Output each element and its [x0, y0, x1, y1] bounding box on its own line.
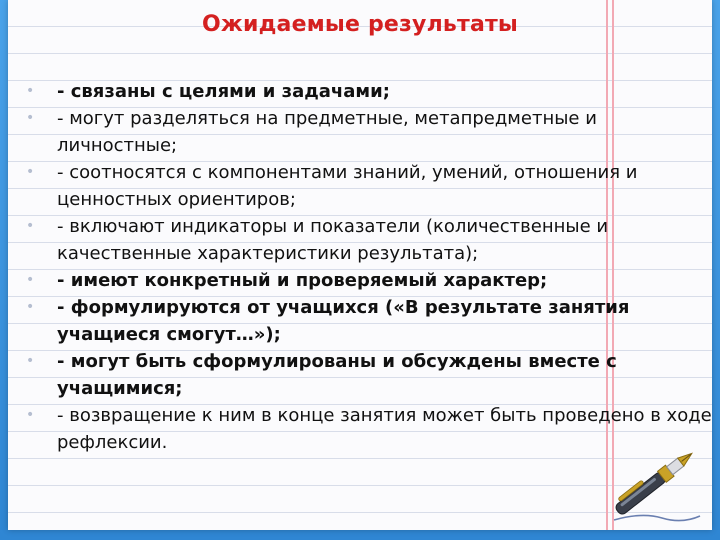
results-list [26, 78, 712, 456]
bullet-icon: • [26, 272, 35, 288]
bullet-icon: • [26, 164, 35, 180]
bullet-icon: • [26, 218, 35, 234]
list-item [26, 159, 712, 213]
bullet-icon: • [26, 407, 35, 423]
list-item-text: - связаны с целями и задачами; [57, 81, 390, 102]
bullet-icon: • [26, 83, 35, 99]
list-item [26, 267, 712, 294]
slide-title: Ожидаемые результаты [201, 12, 519, 37]
list-item [26, 348, 712, 402]
bullet-icon: • [26, 110, 35, 126]
list-item [26, 294, 712, 348]
list-item [26, 213, 712, 267]
list-item [26, 78, 712, 105]
list-item-text: - формулируются от учащихся («В результате занятия учащиеся смогут…»); [57, 297, 630, 345]
bullet-icon: • [26, 299, 35, 315]
list-item-text: - включают индикаторы и показатели (количественные и качественные характеристики результата); [57, 216, 609, 264]
bullet-icon: • [26, 353, 35, 369]
list-item [26, 105, 712, 159]
list-item-text: - могут разделяться на предметные, метапредметные и личностные; [57, 108, 597, 156]
list-item-text: - возвращение к ним в конце занятия может быть проведено в ходе рефлексии. [57, 405, 712, 453]
list-item-text: - соотносятся с компонентами знаний, умений, отношения и ценностных ориентиров; [57, 162, 638, 210]
list-item-text: - могут быть сформулированы и обсуждены вместе с учащимися; [57, 351, 617, 399]
fountain-pen-icon [602, 438, 706, 528]
list-item-text: - имеют конкретный и проверяемый характер; [57, 270, 548, 291]
